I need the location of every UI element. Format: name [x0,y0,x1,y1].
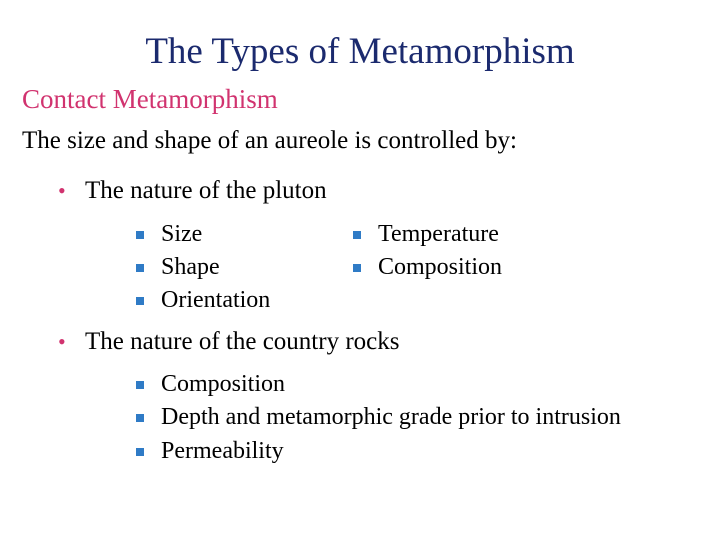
square-bullet-icon [136,381,144,389]
intro-text: The size and shape of an aureole is controlled by: [22,127,517,154]
square-bullet-icon [136,414,144,422]
sub-item-label: Temperature [378,221,499,247]
square-bullet-icon [136,448,144,456]
sub-item-label: Shape [161,254,220,280]
bullet-dot-icon: • [58,329,66,354]
bullet-label: The nature of the country rocks [85,328,400,355]
sub-item-label: Permeability [161,438,284,464]
square-bullet-icon [136,297,144,305]
slide-subtitle: Contact Metamorphism [22,84,278,114]
sub-item-label: Composition [161,371,286,397]
sub-item-label: Orientation [161,287,271,313]
sub-item-label: Size [161,221,203,247]
square-bullet-icon [353,264,361,272]
sub-item-label: Depth and metamorphic grade prior to intrusion [161,404,621,430]
slide-title: The Types of Metamorphism [145,31,575,72]
square-bullet-icon [136,231,144,239]
bullet-dot-icon: • [58,178,66,203]
bullet-label: The nature of the pluton [85,177,327,204]
square-bullet-icon [353,231,361,239]
sub-item-label: Composition [378,254,503,280]
square-bullet-icon [136,264,144,272]
